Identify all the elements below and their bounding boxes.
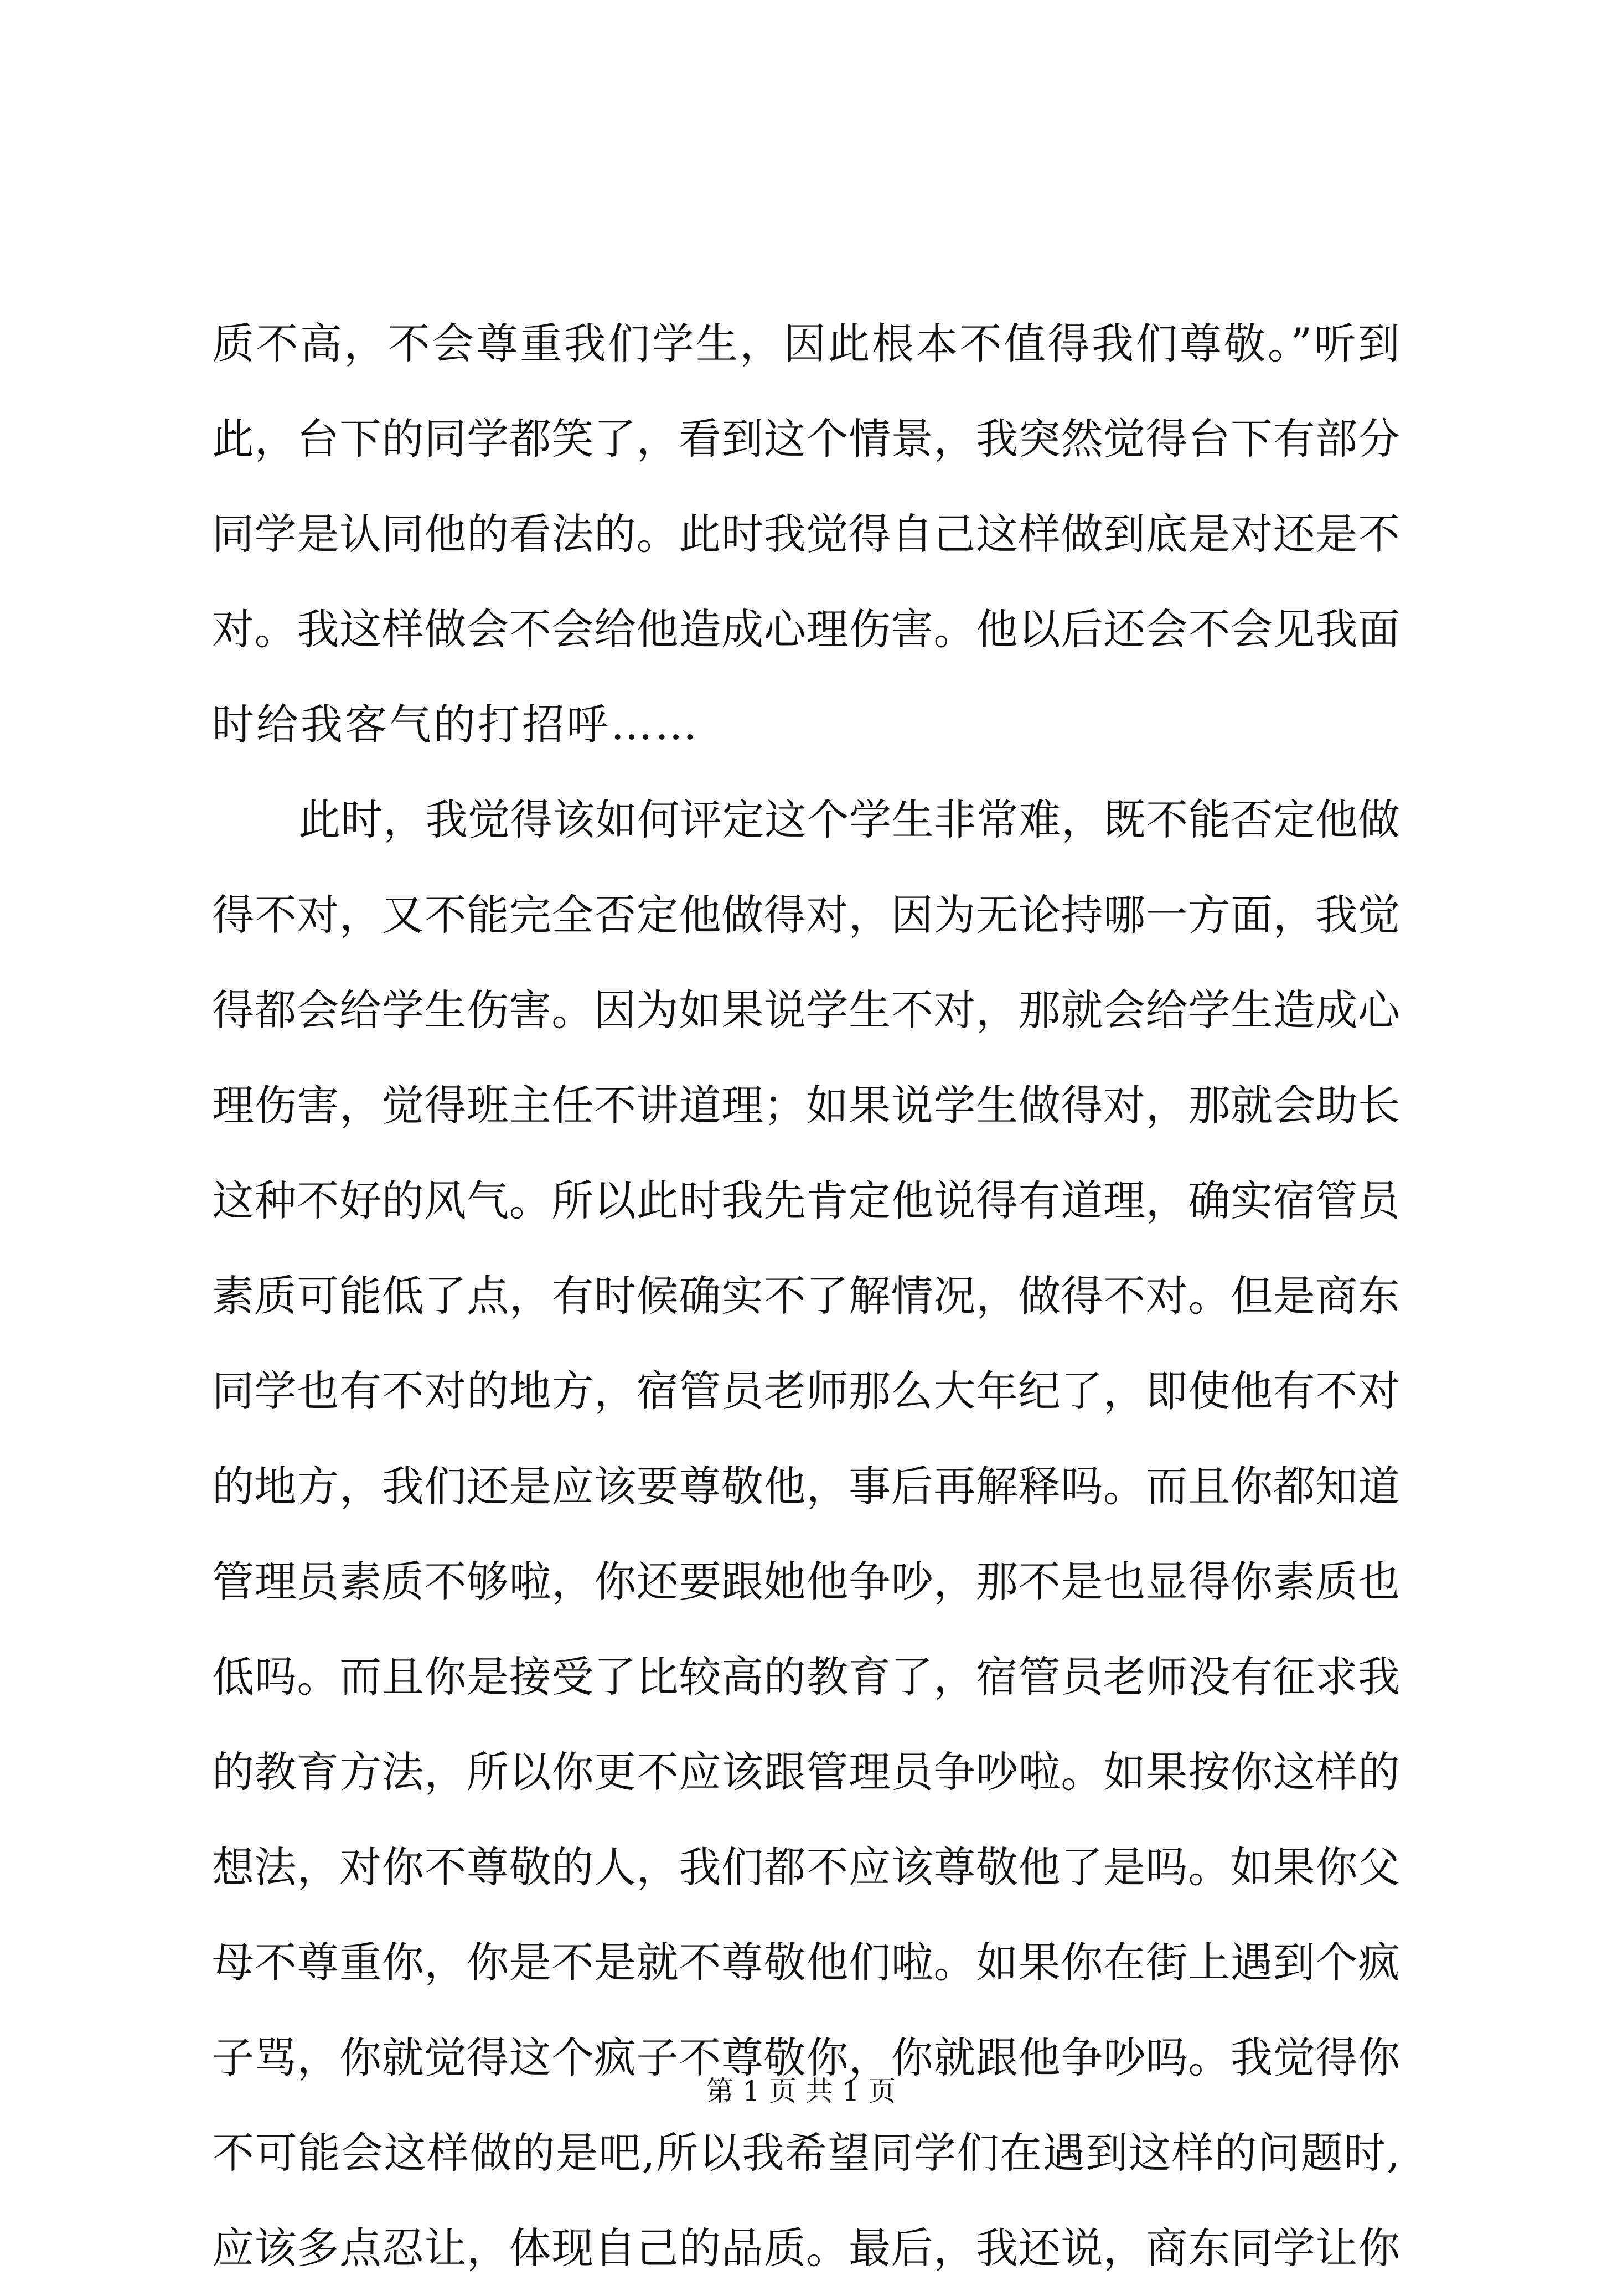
page-number-footer: 第 1 页 共 1 页: [706, 2075, 896, 2107]
text-line: 对。我这样做会不会给他造成心理伤害。他以后还会不会见我面: [212, 605, 1400, 654]
text-line: 想法，对你不尊敬的人，我们都不应该尊敬他了是吗。如果你父: [212, 1843, 1400, 1892]
text-line: 的教育方法，所以你更不应该跟管理员争吵啦。如果按你这样的: [212, 1747, 1400, 1797]
text-line: 理伤害，觉得班主任不讲道理；如果说学生做得对，那就会助长: [212, 1081, 1400, 1130]
text-line: 得都会给学生伤害。因为如果说学生不对，那就会给学生造成心: [212, 986, 1400, 1035]
body-text: [212, 296, 1400, 2296]
text-line: 子骂，你就觉得这个疯子不尊敬你，你就跟他争吵吗。我觉得你: [212, 2033, 1400, 2082]
text-line: 应该多点忍让，体现自己的品质。最后，我还说，商东同学让你: [212, 2223, 1400, 2273]
text-line: 素质可能低了点，有时候确实不了解情况，做得不对。但是商东: [212, 1271, 1400, 1320]
text-line: 此，台下的同学都笑了，看到这个情景，我突然觉得台下有部分: [212, 414, 1400, 463]
text-line: 低吗。而且你是接受了比较高的教育了，宿管员老师没有征求我: [212, 1652, 1400, 1701]
text-line: 得不对，又不能完全否定他做得对，因为无论持哪一方面，我觉: [212, 890, 1400, 940]
text-line: 时给我客气的打招呼……: [212, 700, 699, 749]
text-line: 母不尊重你，你是不是就不尊敬他们啦。如果你在街上遇到个疯: [212, 1938, 1400, 1987]
paragraph-first-line: 此时，我觉得该如何评定这个学生非常难，既不能否定他做: [298, 795, 1400, 844]
text-line: 管理员素质不够啦，你还要跟她他争吵，那不是也显得你素质也: [212, 1557, 1400, 1606]
text-line: 的地方，我们还是应该要尊敬他，事后再解释吗。而且你都知道: [212, 1462, 1400, 1511]
text-line: 不可能会这样做的是吧,所以我希望同学们在遇到这样的问题时,: [212, 2128, 1400, 2178]
text-line: 质不高，不会尊重我们学生，因此根本不值得我们尊敬。”听到: [212, 319, 1400, 368]
text-line: 同学是认同他的看法的。此时我觉得自己这样做到底是对还是不: [212, 509, 1400, 559]
text-line: 同学也有不对的地方，宿管员老师那么大年纪了，即使他有不对: [212, 1366, 1400, 1416]
text-line: 这种不好的风气。所以此时我先肯定他说得有道理，确实宿管员: [212, 1176, 1400, 1225]
